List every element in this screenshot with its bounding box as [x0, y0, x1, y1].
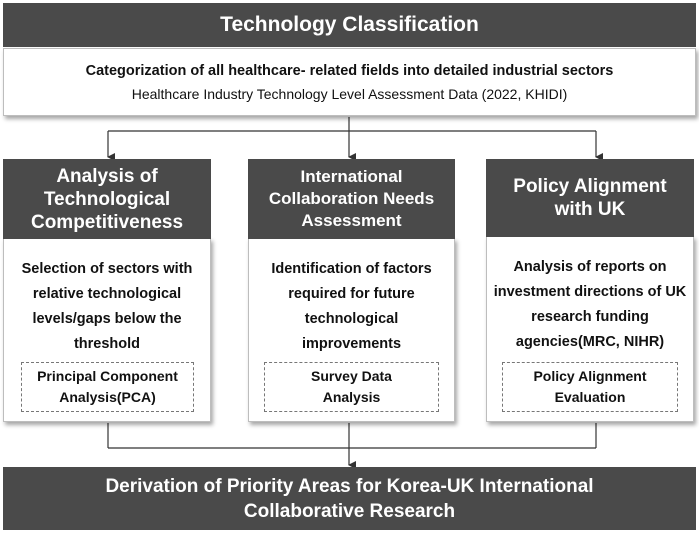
top-title: Technology Classification: [220, 13, 479, 36]
top-description-line2: Healthcare Industry Technology Level Assessment Data (2022, KHIDI): [131, 86, 568, 102]
bottom-title: Derivation of Priority Areas for Korea-UK International Collaborative Research: [105, 475, 594, 522]
column-1-header-text: Analysis of Technological Competitiveness: [30, 165, 184, 233]
column-2-body: Identification of factors required for future technological improvements: [271, 261, 432, 352]
top-title-bar: [3, 3, 696, 47]
column-1-method: [21, 362, 194, 412]
column-2-header: [248, 159, 455, 239]
column-3-body: Analysis of reports on investment directions of UK research funding agencies(MRC, NIHR): [493, 259, 687, 350]
top-description-box: [3, 48, 696, 116]
column-3-method: [502, 362, 678, 412]
column-1-body: Selection of sectors with relative technological levels/gaps below the threshold: [21, 261, 193, 352]
column-1-method-text: Principal Component Analysis(PCA): [37, 368, 178, 405]
column-3-header-text: Policy Alignment with UK: [513, 176, 667, 220]
column-2-method-text: Survey Data Analysis: [311, 368, 392, 405]
column-3-header: [486, 159, 694, 237]
bottom-title-bar: [3, 467, 696, 530]
column-1-header: [3, 159, 211, 239]
column-2-method: [264, 362, 439, 412]
top-description-line1: Categorization of all healthcare- related fields into detailed industrial sectors: [85, 63, 614, 79]
column-2-header-text: International Collaboration Needs Assessment: [268, 167, 435, 230]
column-3-method-text: Policy Alignment Evaluation: [533, 368, 647, 405]
